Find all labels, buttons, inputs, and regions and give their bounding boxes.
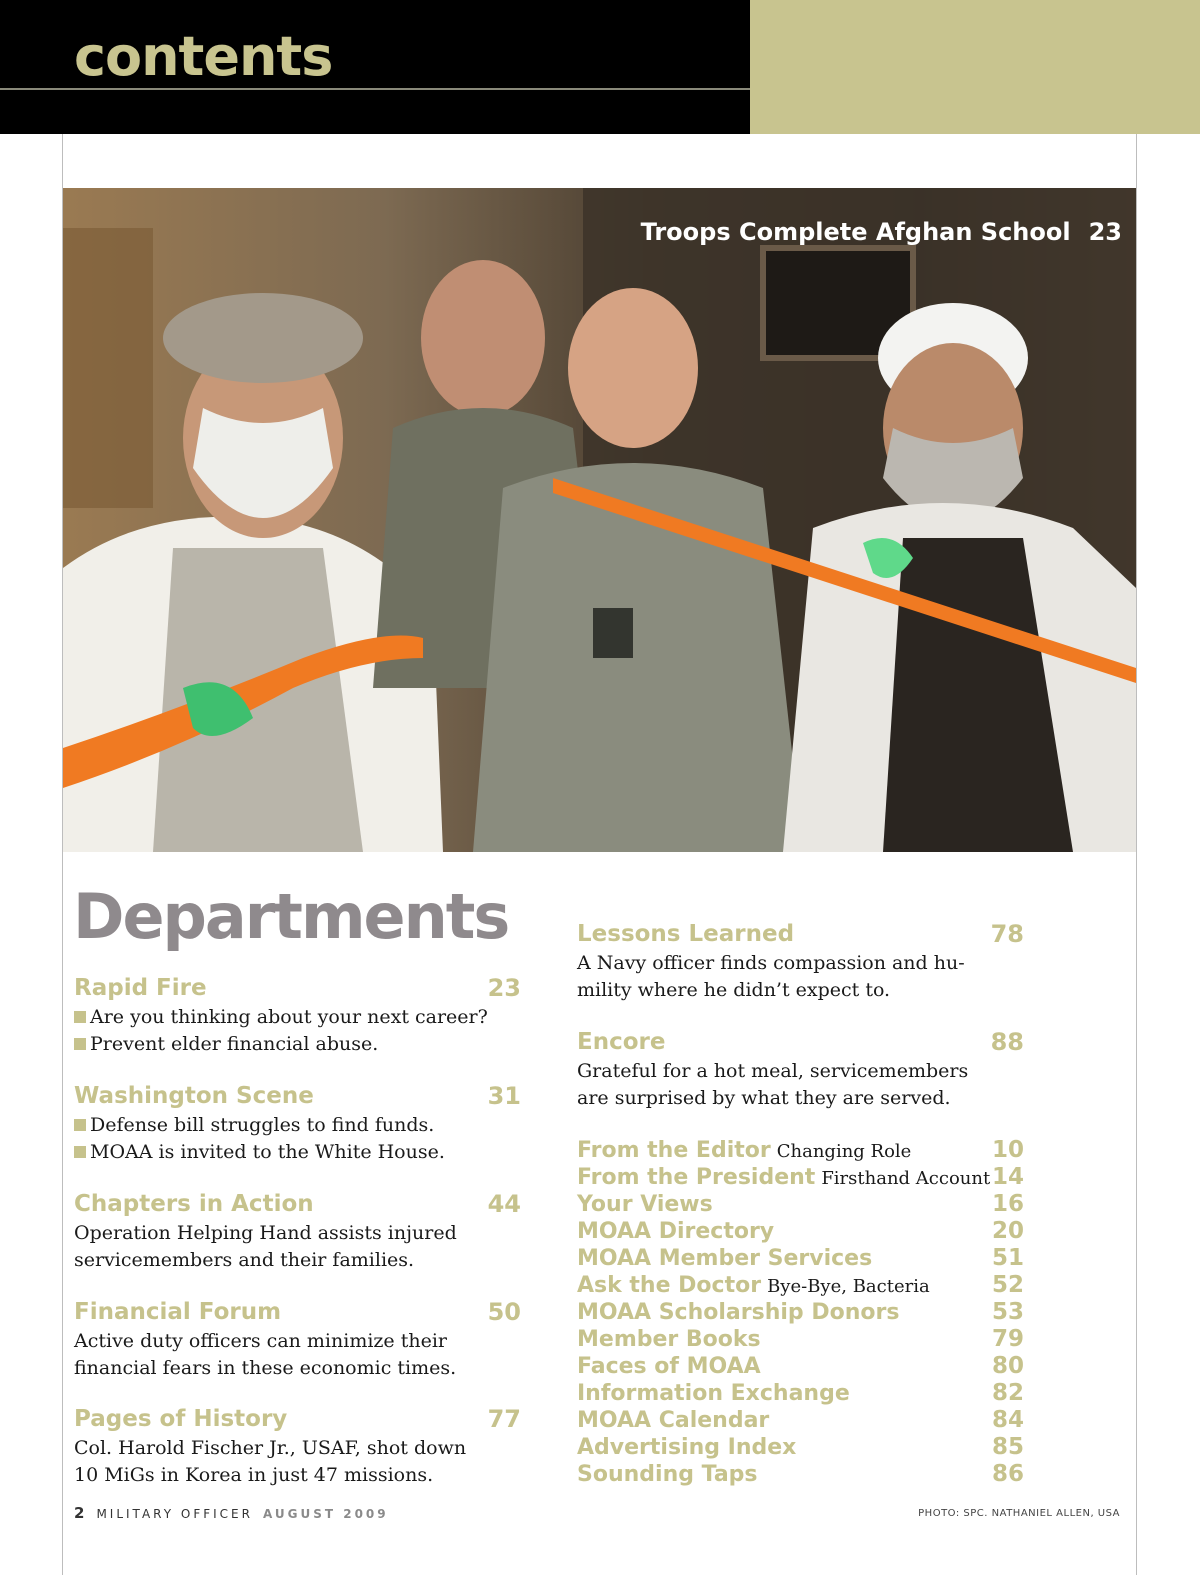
list-item-page: 85 <box>991 1434 1024 1460</box>
feature-caption[interactable] <box>641 218 1122 246</box>
desc-line: mility where he didn’t expect to. <box>577 979 891 1001</box>
feature-photo[interactable] <box>63 188 1136 852</box>
dept-entry-pages-of-history[interactable] <box>74 1405 521 1489</box>
list-item-title: Sounding Taps <box>577 1462 758 1487</box>
desc-line: Col. Harold Fischer Jr., USAF, shot down <box>74 1437 467 1459</box>
list-item-title: MOAA Scholarship Donors <box>577 1300 900 1325</box>
list-item-page: 52 <box>991 1272 1024 1298</box>
footer-issue-date: AUGUST 2009 <box>262 1507 389 1521</box>
dept-entry-washington-scene[interactable] <box>74 1082 521 1166</box>
dept-entry-chapters-in-action[interactable] <box>74 1190 521 1274</box>
list-item-title: From the Editor <box>577 1138 771 1163</box>
list-item-subtitle: Firsthand Account <box>821 1168 991 1189</box>
desc-line: are surprised by what they are served. <box>577 1087 951 1109</box>
dept-entry-title: Lessons Learned <box>577 921 795 947</box>
list-item-moaa-scholarship-donors[interactable] <box>577 1299 1024 1326</box>
dept-entry-page: 88 <box>990 1028 1024 1056</box>
list-item-title: Faces of MOAA <box>577 1354 761 1379</box>
list-item-ask-the-doctor[interactable] <box>577 1272 1024 1299</box>
dept-entry-title: Rapid Fire <box>74 975 207 1001</box>
dept-entry-page: 50 <box>487 1298 521 1326</box>
dept-entry-page: 78 <box>990 920 1024 948</box>
desc-line: servicemembers and their families. <box>74 1249 415 1271</box>
list-item-title: Advertising Index <box>577 1435 797 1460</box>
dept-entry-page: 23 <box>487 974 521 1002</box>
dept-entry-title: Financial Forum <box>74 1299 282 1325</box>
dept-entry-page: 31 <box>487 1082 521 1110</box>
desc-line: financial fears in these economic times. <box>74 1357 457 1379</box>
desc-line: Operation Helping Hand assists injured <box>74 1222 457 1244</box>
list-item-sounding-taps[interactable] <box>577 1461 1024 1488</box>
list-item-page: 84 <box>991 1407 1024 1433</box>
bullet-line: MOAA is invited to the White House. <box>74 1139 521 1166</box>
dept-entry-encore[interactable] <box>577 1028 1024 1112</box>
list-item-from-the-editor[interactable] <box>577 1137 1024 1164</box>
desc-line: Grateful for a hot meal, servicemembers <box>577 1060 969 1082</box>
header-accent-block <box>750 0 1200 134</box>
list-item-page: 86 <box>991 1461 1024 1487</box>
department-list <box>577 1137 1024 1488</box>
photo-credit: PHOTO: SPC. NATHANIEL ALLEN, USA <box>918 1508 1120 1519</box>
feature-page-number: 23 <box>1088 218 1122 246</box>
bullet-line: Are you thinking about your next career? <box>74 1004 521 1031</box>
footer-page-number: 2 <box>74 1504 85 1522</box>
list-item-page: 53 <box>991 1299 1024 1325</box>
dept-entry-title: Pages of History <box>74 1406 288 1432</box>
dept-entry-title: Chapters in Action <box>74 1191 314 1217</box>
dept-entry-financial-forum[interactable] <box>74 1298 521 1382</box>
list-item-title: MOAA Member Services <box>577 1246 873 1271</box>
desc-line: 10 MiGs in Korea in just 47 missions. <box>74 1464 434 1486</box>
frame-line-right <box>1136 134 1137 1575</box>
list-item-moaa-member-services[interactable] <box>577 1245 1024 1272</box>
list-item-page: 20 <box>991 1218 1024 1244</box>
bullet-line: Defense bill struggles to find funds. <box>74 1112 521 1139</box>
dept-entry-lessons-learned[interactable] <box>577 920 1024 1004</box>
dept-entry-title: Encore <box>577 1029 666 1055</box>
list-item-title: From the President <box>577 1165 816 1190</box>
dept-entry-page: 44 <box>487 1190 521 1218</box>
list-item-title: MOAA Directory <box>577 1219 775 1244</box>
header-rule <box>0 88 750 90</box>
feature-title: Troops Complete Afghan School <box>640 218 1071 246</box>
list-item-page: 80 <box>991 1353 1024 1379</box>
list-item-information-exchange[interactable] <box>577 1380 1024 1407</box>
dept-entry-rapid-fire[interactable] <box>74 974 521 1058</box>
list-item-member-books[interactable] <box>577 1326 1024 1353</box>
list-item-subtitle: Bye-Bye, Bacteria <box>767 1276 930 1297</box>
dept-entry-title: Washington Scene <box>74 1083 314 1109</box>
list-item-page: 51 <box>991 1245 1024 1271</box>
list-item-title: Your Views <box>577 1192 713 1217</box>
list-item-subtitle: Changing Role <box>776 1141 912 1162</box>
list-item-your-views[interactable] <box>577 1191 1024 1218</box>
list-item-page: 16 <box>991 1191 1024 1217</box>
bullet-line: Prevent elder financial abuse. <box>74 1031 521 1058</box>
list-item-moaa-calendar[interactable] <box>577 1407 1024 1434</box>
list-item-moaa-directory[interactable] <box>577 1218 1024 1245</box>
list-item-title: Information Exchange <box>577 1381 850 1406</box>
list-item-advertising-index[interactable] <box>577 1434 1024 1461</box>
departments-heading: Departments <box>73 880 509 953</box>
list-item-title: Member Books <box>577 1327 761 1352</box>
list-item-page: 82 <box>991 1380 1024 1406</box>
dept-entry-page: 77 <box>487 1405 521 1433</box>
desc-line: A Navy officer finds compassion and hu- <box>577 952 965 974</box>
footer-magazine-name: MILITARY OFFICER <box>96 1507 253 1521</box>
list-item-title: Ask the Doctor <box>577 1273 762 1298</box>
list-item-faces-of-moaa[interactable] <box>577 1353 1024 1380</box>
list-item-title: MOAA Calendar <box>577 1408 770 1433</box>
feature-photo-illustration <box>63 188 1136 852</box>
list-item-page: 79 <box>991 1326 1024 1352</box>
list-item-from-the-president[interactable] <box>577 1164 1024 1191</box>
footer-folio <box>74 1504 389 1522</box>
page-title: contents <box>74 25 333 88</box>
list-item-page: 14 <box>991 1164 1024 1190</box>
desc-line: Active duty officers can minimize their <box>74 1330 447 1352</box>
list-item-page: 10 <box>991 1137 1024 1163</box>
